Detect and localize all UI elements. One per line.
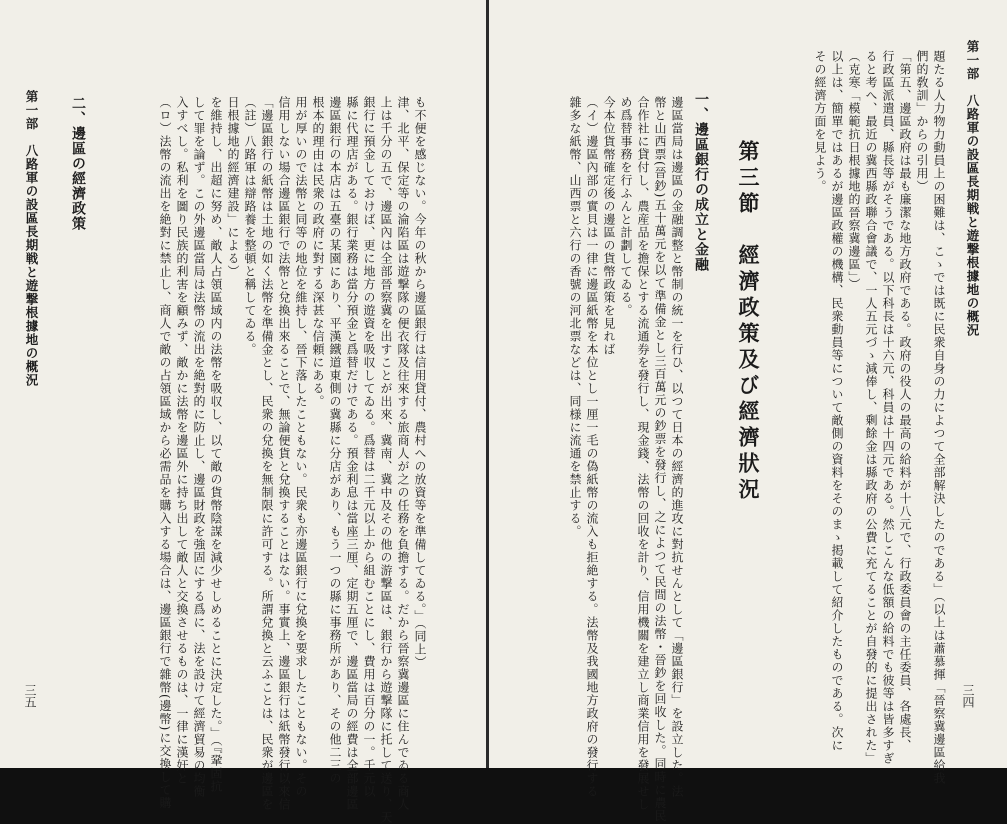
left-page-number: 三五 (23, 684, 37, 708)
text-line: （克寒「模範抗日根據地的晉察冀邊區」） (847, 50, 861, 291)
text-line: 用が厚いので法幣と同等の地位を維持し、晉下落したこともない。民衆も亦邊區銀行に兌換を要求したこともない。その (294, 96, 308, 798)
text-line: ると考へ、最近の冀西縣政聯合會議で、一人五元づゝ減俸し、剰餘金は縣政府の公費に充てることが自發的に提出された」 (864, 50, 878, 765)
text-line: 行政區派遣員、縣長等がそうである。以下科長は十六元、科員は十四元である。然しこんな低額の給料でも彼等は皆多すぎ (881, 50, 895, 765)
text-line: （註）八路軍は辯路養を整頓と稱してゐる。 (243, 96, 257, 356)
text-line: （ロ）法幣の流出を絶對に禁止し、商人で敵の占領區域から必需品を購入する場合は、邊區銀行で雜幣(邊幣)に交換して購 (158, 96, 172, 810)
text-line: その經濟方面を見よう。 (813, 50, 827, 193)
text-line: 「邊區銀行の紙幣は土地の如く法幣を準備金とし、民衆の兌換を無制限に許可する。所謂兌換と云ふことは、民衆が邊區を (260, 96, 274, 811)
text-line: 以上は、簡單ではあるが邊區政權の機構、民衆動員等について敵側の資料をそのまゝ掲載して紹介したものである。次に (830, 50, 844, 752)
text-line: 幣と山西票(晉鈔)五十萬元を以て準備金とし三百萬元の鈔票を發行し、之によつて民間の法幣・晉鈔を回收した。同時に農民 (653, 96, 667, 823)
right-page-number: 三四 (961, 684, 975, 708)
text-line: 上は千分の五で、邊區內は全部晉察冀を出すことが出來、冀南、冀中及その他の游撃區は、銀行から遊撃隊に托して送り、天 (379, 96, 393, 824)
text-line: （イ）邊區內部の實貝は一律に邊區紙幣を本位とし一厘一毛の偽紙幣の流入も拒絶する。法幣及我國地方政府の發行する (585, 96, 599, 798)
text-line: 們的敎訓」からの引用） (915, 50, 929, 193)
text-line: 入すべし。私利を圖り民族的利害を顧みず、敵かに法幣を邊區外に持ち出して敵人と交換させるものは、一律に漢奸と (175, 96, 189, 785)
subheading-bank: 一、邊區銀行の成立と金融 (693, 92, 709, 272)
text-line: 信用しない場合邊區銀行で法幣と兌換出來ることで、無論便貨と兌換することはない。事實上、邊區銀行は紙幣發行以來信 (277, 96, 291, 811)
left-body-text (98, 96, 428, 824)
text-line: 今本位貨幣確定後の邊區の貨幣政策を見れば (602, 96, 616, 356)
text-line: 雜多な紙幣、山西票と六行の香號の河北票などは、同様に流通を禁止する。 (568, 96, 582, 538)
text-line: 「第五、邊區政府は最も廉潔な地方政府である。政府の役人の最高の給料が十八元で、行政委員會の主任委員、各處長、 (898, 50, 912, 752)
left-section-heading: 二、邊區の經濟政策 (70, 96, 86, 231)
text-line: 縣に代理店がある。銀行業務は當分預金と爲替だけである。預金利息は當座三厘、定期五厘で、邊區當局の經費は全部邊區 (345, 96, 359, 811)
text-line: 合作社に貸付し、農産品を擔保とする流通券を發行し、現金錢、法幣の回收を計り、信用機關を建立し商業信用を發展せし (636, 96, 650, 811)
left-page (0, 0, 486, 824)
right-body-text-top (772, 50, 947, 785)
text-line: 邊區當局は邊區の金融調整と幣制の統一を行ひ、以つて日本の經濟的進攻に對抗せんとして「邊區銀行」を設立した。法 (670, 96, 684, 798)
text-line: 題たる人力物力動員上の困難は、こゝでは既に民衆自身の力によつて全部解決したのである」（以上は蕭慕揮「晉察冀邊區給我 (932, 50, 946, 785)
left-page-header: 第一部 八路軍の設區長期戦と遊撃根據地の概況 (24, 90, 39, 387)
text-line: して罪を論ず。この外邊區當局は法幣の流出を絶對的に防止し、邊區財政を強固にする爲に、法を設けて經濟貿易の均衡 (192, 96, 206, 798)
text-line: め爲替事務を行ふんと計劃してゐる。 (619, 96, 633, 317)
text-line: を維持し、出超に努め、敵人占領區域内の法幣を吸収し、以て敵の貨幣陰謀を減少せしめることに決定した。」（『鞏固抗 (209, 96, 223, 793)
text-line: 日根據地的經濟建設」による） (226, 96, 240, 278)
right-page (489, 0, 1007, 823)
text-line: 銀行に預金しておけば、更に地方の遊資を吸収してゐる。爲替は二千元以上から組むことにし、費用は百分の一。千元以 (362, 96, 376, 798)
right-page-header: 第一部 八路軍の設區長期戦と遊撃根據地の概況 (965, 40, 980, 337)
text-line: も不便を感じない。今年の秋から邊區銀行は信用貸付、農村への放資等を準備してゐる。」（同上） (413, 96, 427, 669)
right-body-text-bottom (535, 96, 685, 823)
text-line: 邊區銀行の本店は五臺の某園にあり、平漢鐵道東側の冀縣に分店があり、もう一つの縣に事務所があり、その他二三の (328, 96, 342, 785)
text-line: 津、北平、保定等の淪陷區は遊撃隊の便衣隊及往來する旅商人が之の任務を負擔する。だから晉察冀邊區に住んでゐる商人 (396, 96, 410, 811)
chapter-title: 第三節 經濟政策及び經濟狀況 (736, 140, 761, 504)
text-line: 根本的理由は民衆の政府に對する深甚な信頼にある。 (311, 96, 325, 408)
